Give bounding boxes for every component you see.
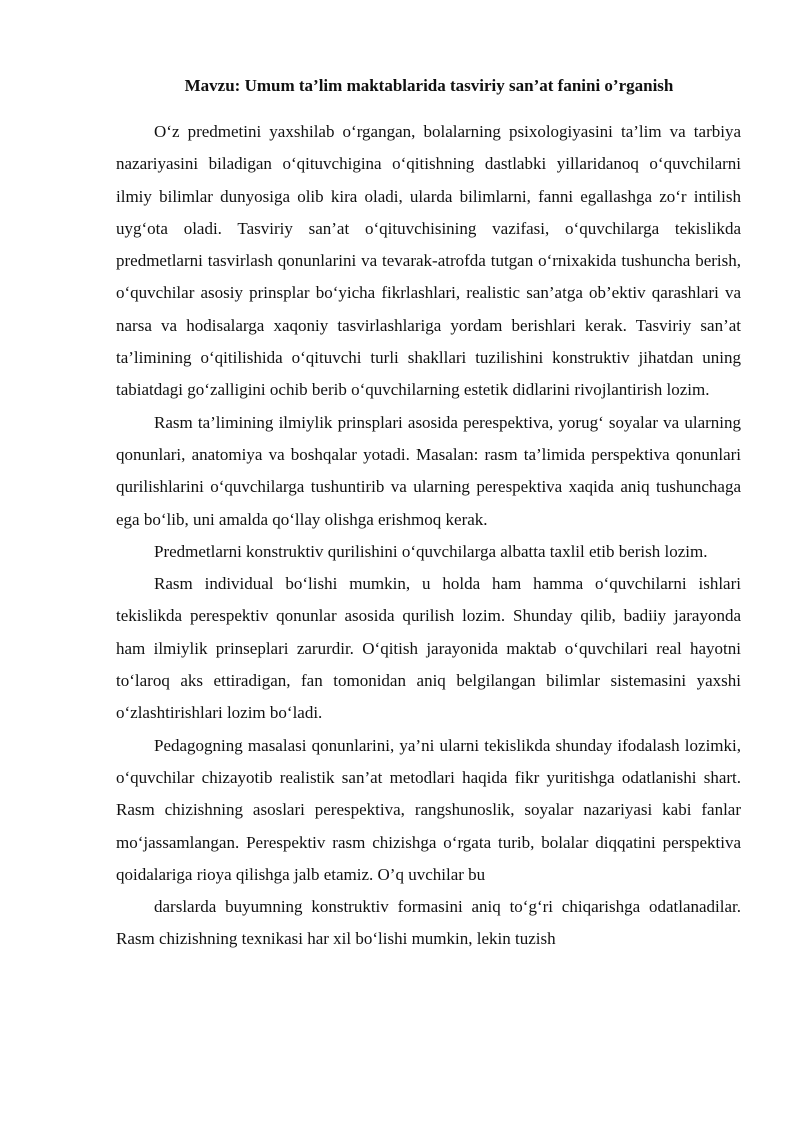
paragraph-1: O‘z predmetini yaxshilab o‘rgangan, bolalarning psixologiyasini ta’lim va tarbiya nazariyasini biladigan o‘qituvchigina o‘qitishning dastlabki yillaridanoq o‘quvchilarni ilmiy bilimlar dunyosiga olib kira oladi, ularda bilimlarni, fanni egallashga zo‘r intilish uyg‘ota oladi. Tasviriy san’at o‘qituvchisining vazifasi, o‘quvchilarga tekislikda predmetlarni tasvirlash qonunlarini va tevarak-atrofda tutgan o‘rnixakida tushuncha berish, o‘quvchilar asosiy prinsplar bo‘yicha fikrlashlari, realistic san’atga ob’ektiv qarashlari va narsa va hodisalarga xaqoniy tasvirlashlariga yordam berishlari kerak. Tasviriy san’at ta’limining o‘qitilishida o‘qituvchi turli shakllari tuzilishini konstruktiv jihatdan uning tabiatdagi go‘zalligini ochib berib o‘quvchilarning estetik didlarini rivojlantirish lozim. [116,122,741,400]
paragraph-6: darslarda buyumning konstruktiv formasini aniq to‘g‘ri chiqarishga odatlanadilar. Rasm chizishning texnikasi har xil bo‘lishi mumkin, lekin tuzish [116,897,741,949]
paragraph-3: Predmetlarni konstruktiv qurilishini o‘quvchilarga albatta taxlil etib berish lozim. [154,541,708,561]
paragraph-4: Rasm individual bo‘lishi mumkin, u holda ham hamma o‘quvchilarni ishlari tekislikda perespektiv qonunlar asosida qurilish lozim. Shunday qilib, badiiy jarayonda ham ilmiylik prinseplari zarurdir. O‘qitish jarayonida maktab o‘quvchilari real hayotni to‘laroq aks ettiradigan, fan tomonidan aniq belgilangan bilimlar sistemasini yaxshi o‘zlashtirishlari lozim bo‘ladi. [116,574,741,723]
document-title: Mavzu: Umum ta’lim maktablarida tasviriy san’at fanini o’rganish [184,76,674,95]
paragraph-5: Pedagogning masalasi qonunlarini, ya’ni ularni tekislikda shunday ifodalash lozimki, o‘quvchilar chizayotib realistik san’at metodlari haqida fikr yuritishga odatlanishi shart. Rasm chizishning asoslari perespektiva, rangshunoslik, soyalar nazariyasi kabi fanlar mo‘jassamlangan. Perespektiv rasm chizishga o‘rgata turib, bolalar diqqatini perspektiva qoidalariga rioya qilishga jalb etamiz. O’q uvchilar bu [116,735,741,884]
paragraph-2: Rasm ta’limining ilmiylik prinsplari asosida perespektiva, yorug‘ soyalar va ularning qonunlari, anatomiya va boshqalar yotadi. Masalan: rasm ta’limida perspektiva qonunlari qurilishlarini o‘quvchilarga tushuntirib va ularning perespektiva xaqida aniq tushunchaga ega bo‘lib, uni amalda qo‘llay olishga erishmoq kerak. [116,412,741,529]
document-body [116,116,741,956]
